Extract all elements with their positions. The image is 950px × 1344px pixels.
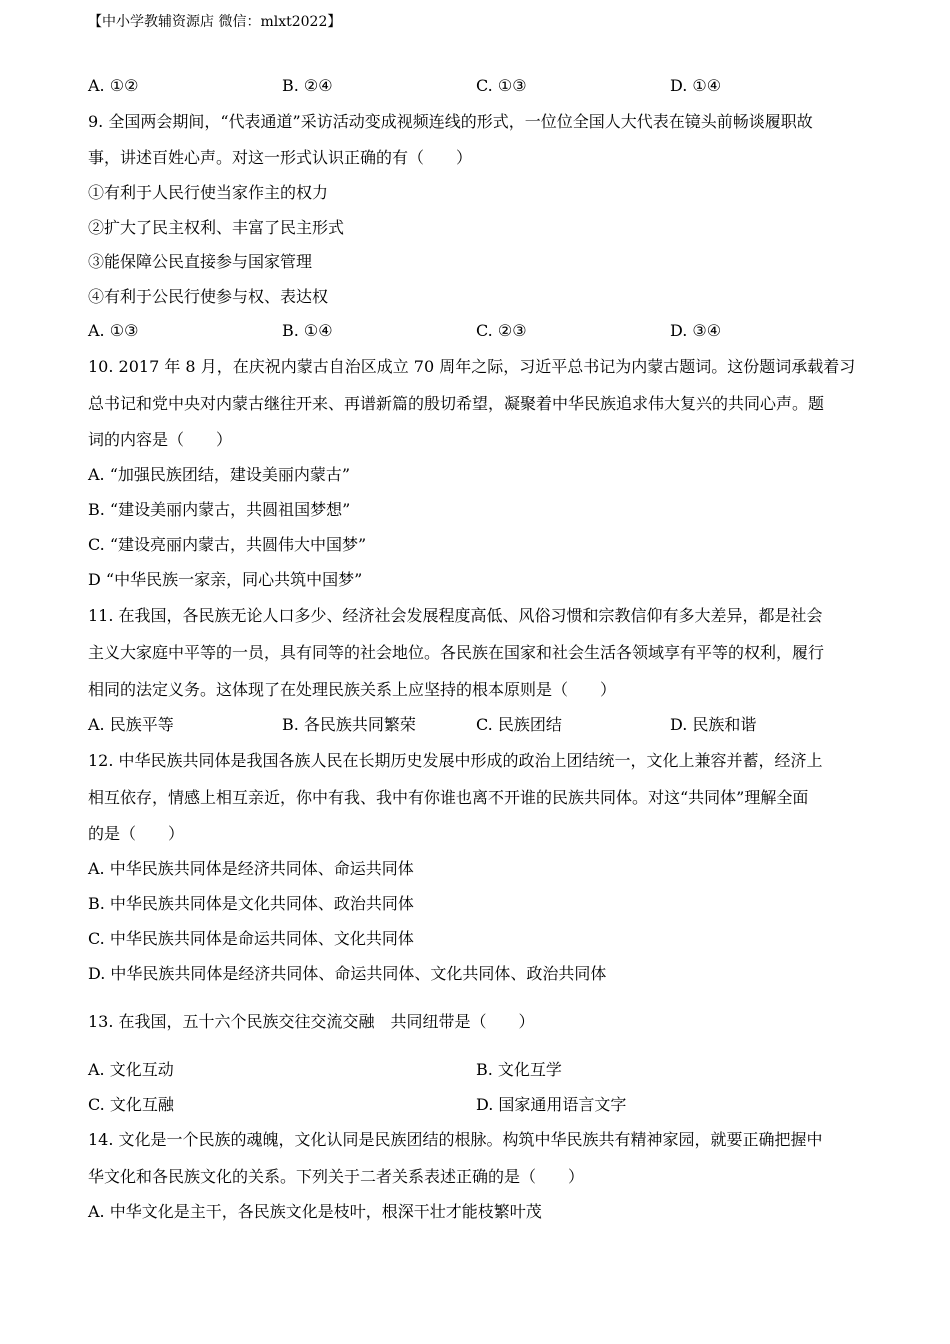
- option: B. ①④: [282, 321, 333, 340]
- statement-item: ①有利于人民行使当家作主的权力: [88, 183, 329, 202]
- option: C. ①③: [476, 76, 527, 95]
- question-stem: 9. 全国两会期间，“代表通道”采访活动变成视频连线的形式，一位位全国人大代表在镜头前畅谈履职故: [88, 112, 813, 131]
- option: A. 民族平等: [88, 715, 174, 734]
- option: D. 中华民族共同体是经济共同体、命运共同体、文化共同体、政治共同体: [88, 964, 607, 983]
- question-stem: 的是（ ）: [88, 824, 185, 843]
- option: A. ①②: [88, 76, 139, 95]
- option: A. “加强民族团结，建设美丽内蒙古”: [88, 465, 351, 484]
- option: A. 文化互动: [88, 1060, 174, 1079]
- question-stem: 事，讲述百姓心声。对这一形式认识正确的有（ ）: [88, 148, 473, 167]
- option: C. 文化互融: [88, 1095, 174, 1114]
- option: B. 各民族共同繁荣: [282, 715, 416, 734]
- option: D. 民族和谐: [670, 715, 757, 734]
- question-stem: 14. 文化是一个民族的魂魄，文化认同是民族团结的根脉。构筑中华民族共有精神家园，就要正确把握中: [88, 1130, 823, 1149]
- question-stem: 相同的法定义务。这体现了在处理民族关系上应坚持的根本原则是（ ）: [88, 680, 617, 699]
- option: A. ①③: [88, 321, 139, 340]
- option: C. “建设亮丽内蒙古，共圆伟大中国梦”: [88, 535, 367, 554]
- question-stem: 11. 在我国，各民族无论人口多少、经济社会发展程度高低、风俗习惯和宗教信仰有多大差异，都是社会: [88, 606, 823, 625]
- option: B. 中华民族共同体是文化共同体、政治共同体: [88, 894, 414, 913]
- option: B. 文化互学: [476, 1060, 562, 1079]
- option: A. 中华民族共同体是经济共同体、命运共同体: [88, 859, 414, 878]
- question-stem: 主义大家庭中平等的一员，具有同等的社会地位。各民族在国家和社会生活各领域享有平等的权利，履行: [88, 643, 825, 662]
- option: D. ③④: [670, 321, 722, 340]
- option: C. ②③: [476, 321, 527, 340]
- page-header: 【中小学教辅资源店 微信：mlxt2022】: [88, 14, 342, 30]
- question-stem: 词的内容是（ ）: [88, 430, 233, 449]
- option: D. ①④: [670, 76, 722, 95]
- question-stem: 13. 在我国，五十六个民族交往交流交融 共同纽带是（ ）: [88, 1012, 535, 1031]
- question-stem: 华文化和各民族文化的关系。下列关于二者关系表述正确的是（ ）: [88, 1167, 585, 1186]
- question-stem: 12. 中华民族共同体是我国各族人民在长期历史发展中形成的政治上团结统一，文化上兼容并蓄，经济上: [88, 751, 823, 770]
- option: D. 国家通用语言文字: [476, 1095, 627, 1114]
- option: C. 民族团结: [476, 715, 562, 734]
- option: C. 中华民族共同体是命运共同体、文化共同体: [88, 929, 414, 948]
- question-stem: 10. 2017 年 8 月，在庆祝内蒙古自治区成立 70 周年之际，习近平总书记为内蒙古题词。这份题词承载着习: [88, 357, 856, 376]
- question-stem: 相互依存，情感上相互亲近，你中有我、我中有你谁也离不开谁的民族共同体。对这“共同体”理解全面: [88, 788, 809, 807]
- option: B. “建设美丽内蒙古，共圆祖国梦想”: [88, 500, 351, 519]
- option: A. 中华文化是主干，各民族文化是枝叶，根深干壮才能枝繁叶茂: [88, 1202, 542, 1221]
- option: B. ②④: [282, 76, 333, 95]
- option: D “中华民族一家亲，同心共筑中国梦”: [88, 570, 363, 589]
- statement-item: ③能保障公民直接参与国家管理: [88, 252, 313, 271]
- statement-item: ④有利于公民行使参与权、表达权: [88, 287, 329, 306]
- question-stem: 总书记和党中央对内蒙古继往开来、再谱新篇的殷切希望，凝聚着中华民族追求伟大复兴的共同心声。题: [88, 394, 825, 413]
- statement-item: ②扩大了民主权利、丰富了民主形式: [88, 218, 345, 237]
